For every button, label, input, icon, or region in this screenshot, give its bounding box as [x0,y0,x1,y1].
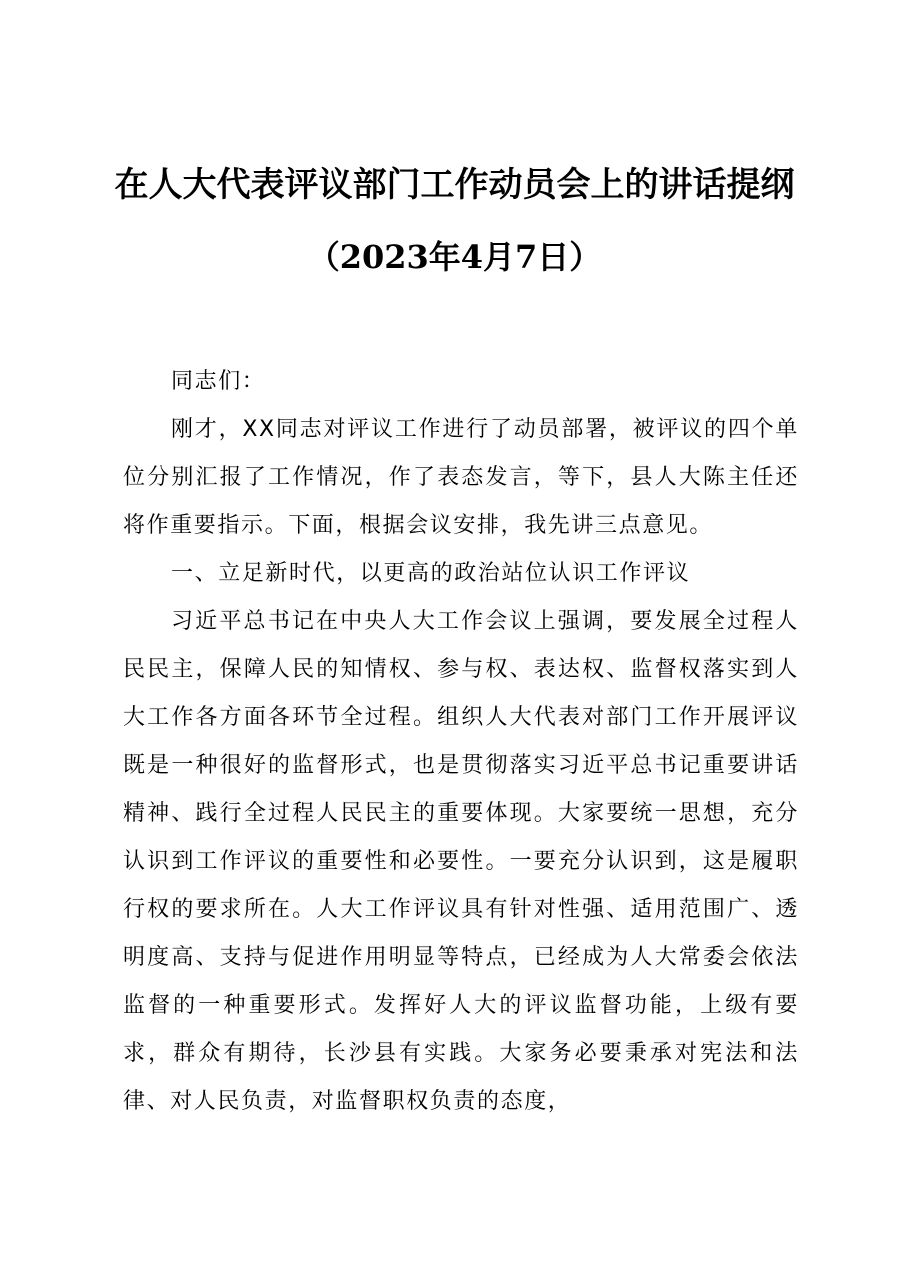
document-title: 在人大代表评议部门工作动员会上的讲话提纲 [114,165,795,205]
document-body [123,358,799,1126]
body-paragraph: 习近平总书记在中央人大工作会议上强调，要发展全过程人民民主，保障人民的知情权、参与权、表达权、监督权落实到人大工作各方面各环节全过程。组织人大代表对部门工作开展评议既是一种很好的监督形式，也是贯彻落实习近平总书记重要讲话精神、践行全过程人民民主的重要体现。大家要统一思想，充分认识到工作评议的重要性和必要性。一要充分认识到，这是履职行权的要求所在。人大工作评议具有针对性强、适用范围广、透明度高、支持与促进作用明显等特点，已经成为人大常委会依法监督的一种重要形式。发挥好人大的评议监督功能，上级有要求，群众有期待，长沙县有实践。大家务必要秉承对宪法和法律、对人民负责，对监督职权负责的态度， [123,609,799,1114]
salutation: 同志们： [171,369,266,394]
section-heading-1: 一、立足新时代，以更高的政治站位认识工作评议 [171,561,691,586]
document-date: （2023年4月7日） [307,238,602,276]
opening-paragraph: 刚才，XX同志对评议工作进行了动员部署，被评议的四个单位分别汇报了工作情况，作了表态发言，等下，县人大陈主任还将作重要指示。下面，根据会议安排，我先讲三点意见。 [123,417,799,538]
